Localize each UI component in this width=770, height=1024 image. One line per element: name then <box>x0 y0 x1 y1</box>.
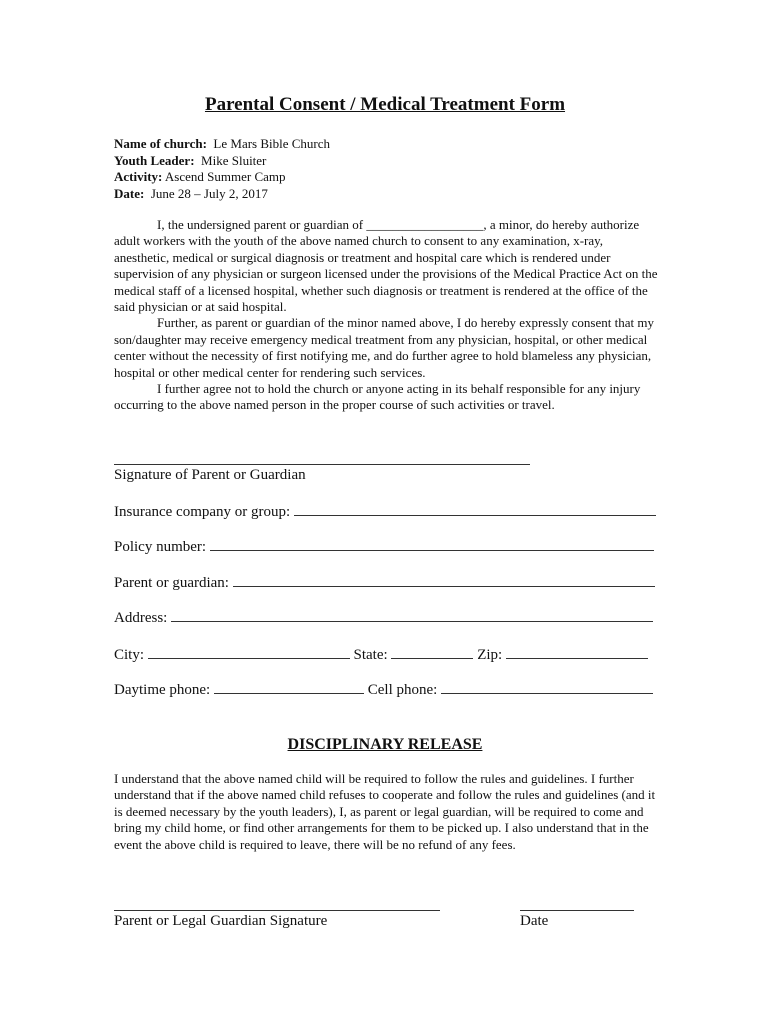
page-title: Parental Consent / Medical Treatment Form <box>204 94 566 115</box>
insurance-label: Insurance company or group: <box>114 504 291 520</box>
zip-label: Zip: <box>477 647 503 663</box>
parent-field[interactable] <box>233 574 655 587</box>
activity-row <box>114 169 330 186</box>
policy-label: Policy number: <box>114 539 207 555</box>
city-label: City: <box>114 647 145 663</box>
consent-paragraph-2: Further, as parent or guardian of the minor named above, I do hereby expressly consent that my son/daughter may receive emergency medical treatment from any physician, hospital, or other medical center without the necessity of first notifying me, and do further agree to hold blameless any physician, hospital or other medical center for rendering such services. <box>114 315 654 380</box>
guardian-signature-line[interactable] <box>114 910 440 911</box>
activity-value: Ascend Summer Camp <box>164 169 286 184</box>
event-details <box>114 136 330 202</box>
insurance-field[interactable] <box>294 503 656 516</box>
city-row <box>114 646 648 664</box>
date-signature-line[interactable] <box>520 910 634 911</box>
state-label: State: <box>353 647 388 663</box>
consent-paragraph-3: I further agree not to hold the church or anyone acting in its behalf responsible for any injury occurring to the above named person in the proper course of such activities or travel. <box>114 381 641 413</box>
parent-label: Parent or guardian: <box>114 575 229 591</box>
insurance-row <box>114 503 656 521</box>
disciplinary-release-text: I understand that the above named child will be required to follow the rules and guidelines. I further understand that if the above named child refuses to cooperate and follow the rules and guidelines (and it is deemed necessary by the youth leaders), I, as parent or legal guardian, will be required to come and bring my child home, or find other arrangements for them to be picked up. I also understand that in the event the above child is required to leave, there will be no refund of any fees. <box>114 771 656 852</box>
policy-row <box>114 538 654 556</box>
daytime-phone-field[interactable] <box>214 681 364 694</box>
leader-label: Youth Leader: <box>114 152 195 168</box>
church-row <box>114 136 330 153</box>
consent-paragraph-1: I, the undersigned parent or guardian of __________________, a minor, do hereby authorize adult workers with the youth of the above named church to consent to any examination, x-ray, anesthetic, medical or surgical diagnosis or treatment and hospital care which is rendered under supervision of any physician or surgeon licensed under the provisions of the Medical Practice Act on the medical staff of a licensed hospital, whether such diagnosis or treatment is rendered at the office of the said physician or at said hospital. <box>114 217 658 315</box>
church-label: Name of church: <box>114 136 207 151</box>
date-row <box>114 186 330 203</box>
leader-row <box>114 153 330 170</box>
date-label: Date: <box>114 185 145 201</box>
consent-text <box>114 217 659 414</box>
phone-row <box>114 681 653 699</box>
city-field[interactable] <box>148 646 350 659</box>
zip-field[interactable] <box>506 646 648 659</box>
date-signature-label: Date <box>520 913 549 929</box>
church-value: Le Mars Bible Church <box>213 136 331 151</box>
address-label: Address: <box>114 610 168 626</box>
state-field[interactable] <box>391 646 473 659</box>
parent-signature-label: Signature of Parent or Guardian <box>114 467 306 483</box>
disciplinary-release-title: DISCIPLINARY RELEASE <box>287 736 483 753</box>
activity-label: Activity: <box>114 169 163 184</box>
cell-phone-field[interactable] <box>441 681 653 694</box>
guardian-signature-label: Parent or Legal Guardian Signature <box>114 913 328 929</box>
cell-phone-label: Cell phone: <box>367 682 438 698</box>
policy-field[interactable] <box>210 538 654 551</box>
address-field[interactable] <box>171 609 653 622</box>
daytime-phone-label: Daytime phone: <box>114 682 211 698</box>
leader-value: Mike Sluiter <box>201 152 267 168</box>
parent-row <box>114 574 655 592</box>
date-value: June 28 – July 2, 2017 <box>150 185 268 201</box>
address-row <box>114 609 653 627</box>
parent-signature-line[interactable] <box>114 464 530 465</box>
